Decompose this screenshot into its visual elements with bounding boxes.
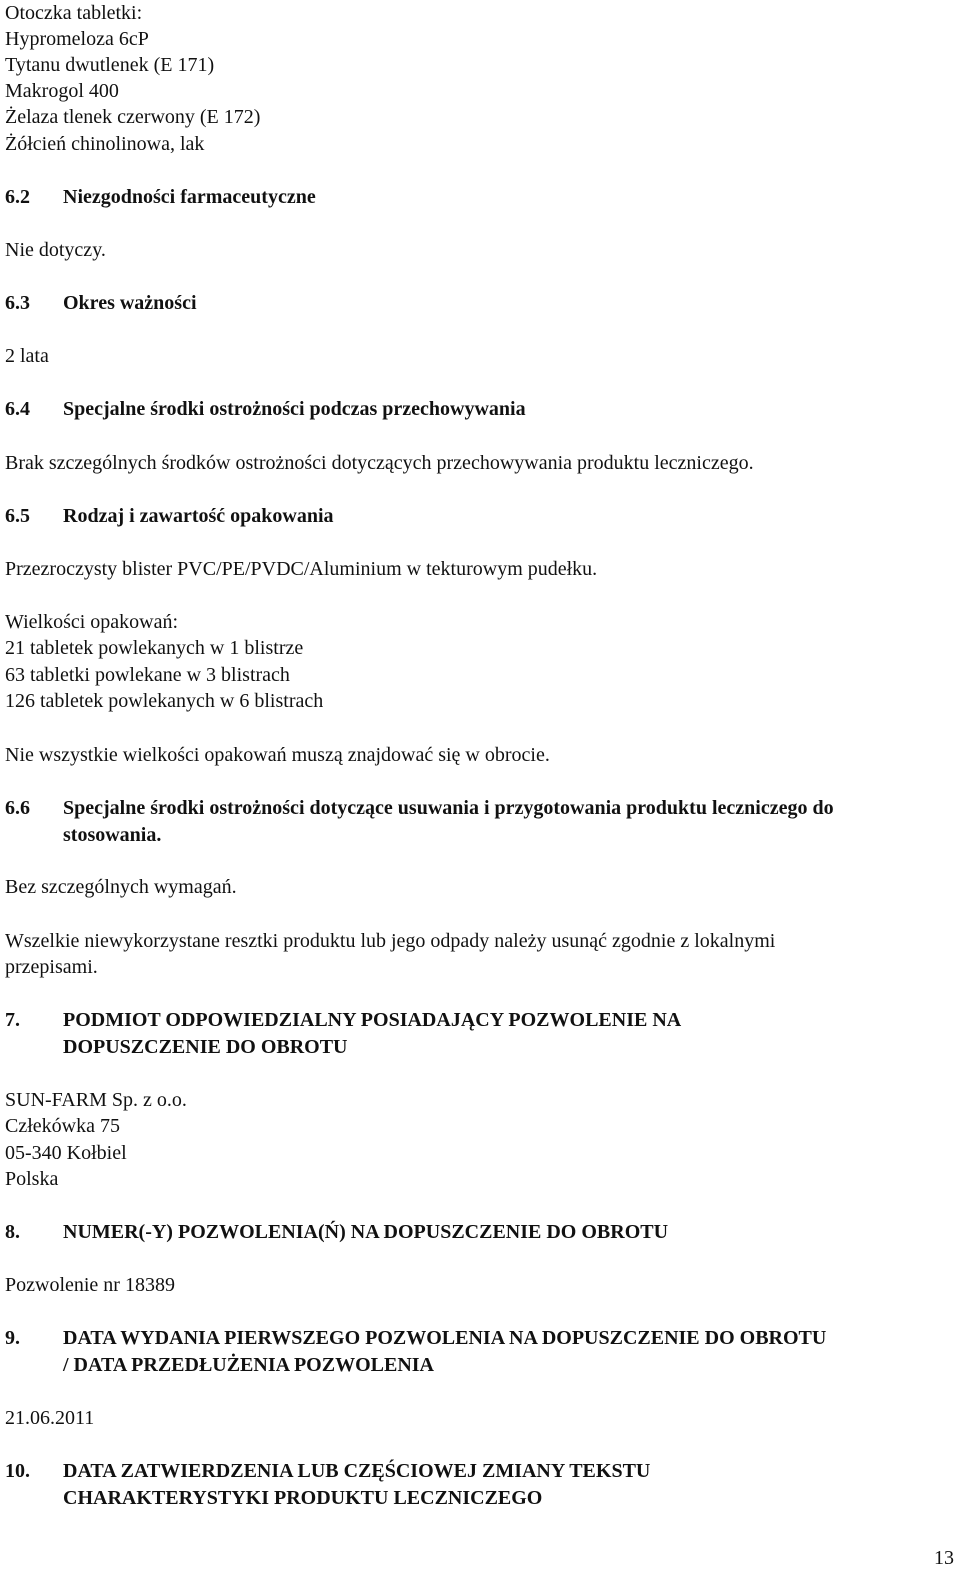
page-number: 13: [934, 1547, 954, 1569]
section-title: DATA ZATWIERDZENIA LUB CZĘŚCIOWEJ ZMIANY TEKSTU: [63, 1460, 651, 1482]
section-title-continued: CHARAKTERYSTYKI PRODUKTU LECZNICZEGO: [63, 1487, 543, 1509]
coating-item: Żelaza tlenek czerwony (E 172): [5, 106, 261, 128]
section-number: 6.2: [5, 186, 30, 208]
section-number: 9.: [5, 1327, 20, 1349]
section-title: Rodzaj i zawartość opakowania: [63, 505, 334, 527]
company-street: Człekówka 75: [5, 1115, 120, 1137]
authorization-number: Pozwolenie nr 18389: [5, 1274, 175, 1296]
section-number: 8.: [5, 1221, 20, 1243]
pack-size-item: 63 tabletki powlekane w 3 blistrach: [5, 664, 290, 686]
section-6-2-body: Nie dotyczy.: [5, 239, 106, 261]
section-number: 6.5: [5, 505, 30, 527]
pack-size-item: 21 tabletek powlekanych w 1 blistrze: [5, 637, 304, 659]
section-number: 10.: [5, 1460, 30, 1482]
section-title-continued: DOPUSZCZENIE DO OBROTU: [63, 1036, 348, 1058]
coating-item: Żółcień chinolinowa, lak: [5, 133, 205, 155]
authorization-date: 21.06.2011: [5, 1407, 95, 1429]
section-6-4-body: Brak szczególnych środków ostrożności dotyczących przechowywania produktu leczniczego.: [5, 452, 754, 474]
pack-size-item: 126 tabletek powlekanych w 6 blistrach: [5, 690, 324, 712]
section-number: 6.4: [5, 398, 30, 420]
section-6-5-body: Przezroczysty blister PVC/PE/PVDC/Aluminium w tekturowym pudełku.: [5, 558, 598, 580]
coating-item: Tytanu dwutlenek (E 171): [5, 54, 215, 76]
coating-item: Makrogol 400: [5, 80, 119, 102]
pack-sizes-note: Nie wszystkie wielkości opakowań muszą znajdować się w obrocie.: [5, 744, 550, 766]
coating-label: Otoczka tabletki:: [5, 2, 143, 24]
company-name: SUN-FARM Sp. z o.o.: [5, 1089, 187, 1111]
section-title: PODMIOT ODPOWIEDZIALNY POSIADAJĄCY POZWOLENIE NA: [63, 1009, 682, 1031]
company-country: Polska: [5, 1168, 59, 1190]
section-title: Okres ważności: [63, 292, 197, 314]
disposal-text: przepisami.: [5, 956, 98, 978]
section-number: 7.: [5, 1009, 20, 1031]
section-title-continued: stosowania.: [63, 824, 162, 846]
disposal-text: Wszelkie niewykorzystane resztki produktu lub jego odpady należy usunąć zgodnie z lokalnymi: [5, 930, 776, 952]
section-number: 6.6: [5, 797, 30, 819]
company-city: 05-340 Kołbiel: [5, 1142, 127, 1164]
section-title: NUMER(-Y) POZWOLENIA(Ń) NA DOPUSZCZENIE DO OBROTU: [63, 1221, 669, 1243]
section-6-3-body: 2 lata: [5, 345, 49, 367]
section-6-6-body: Bez szczególnych wymagań.: [5, 876, 237, 898]
section-title: Niezgodności farmaceutyczne: [63, 186, 316, 208]
section-number: 6.3: [5, 292, 30, 314]
coating-item: Hypromeloza 6cP: [5, 28, 149, 50]
pack-sizes-label: Wielkości opakowań:: [5, 611, 179, 633]
section-title: DATA WYDANIA PIERWSZEGO POZWOLENIA NA DOPUSZCZENIE DO OBROTU: [63, 1327, 827, 1349]
section-title: Specjalne środki ostrożności podczas przechowywania: [63, 398, 526, 420]
section-title-continued: / DATA PRZEDŁUŻENIA POZWOLENIA: [63, 1354, 434, 1376]
section-title: Specjalne środki ostrożności dotyczące usuwania i przygotowania produktu leczniczego do: [63, 797, 834, 819]
